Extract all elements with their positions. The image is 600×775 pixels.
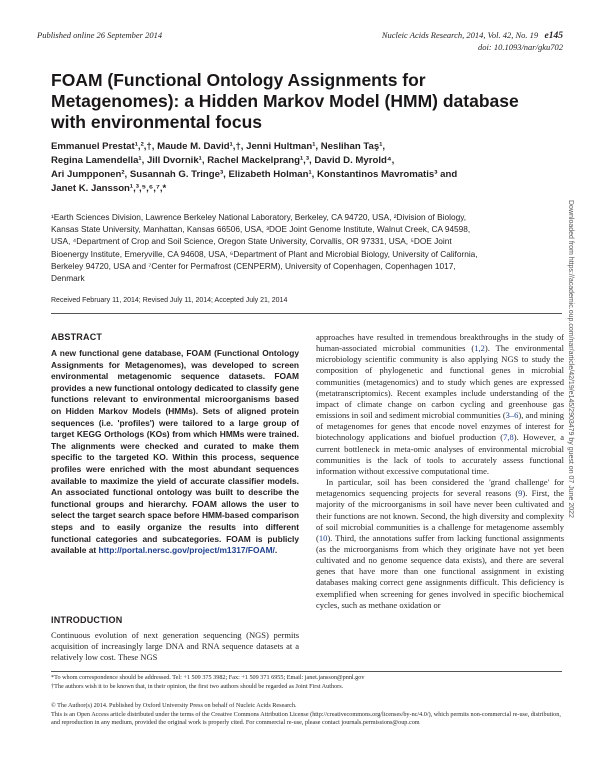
author-line: Emmanuel Prestat¹,²,†, Maude M. David¹,†, Jenni Hultman¹, Neslihan Taş¹, (51, 141, 386, 152)
affiliation-line: ¹Earth Sciences Division, Lawrence Berkeley National Laboratory, Berkeley, CA 94720, USA, ²Division of Biology, (51, 212, 467, 222)
submission-dates: Received February 11, 2014; Revised July 11, 2014; Accepted July 21, 2014 (51, 297, 288, 304)
license-block (51, 702, 562, 728)
license-text: This is an Open Access article distributed under the terms of the Creative Commons Attribution License (http://creativecommons.org/licenses/by-nc/4.0/), which permits non-commercial re-use, distribution, and reproduction in any medium, provided the original work is properly cited. For commercial re-use, please contact journals.permissions@oup.com (51, 710, 561, 726)
abstract-heading: ABSTRACT (51, 332, 103, 342)
citation-link[interactable]: 10 (318, 532, 328, 543)
text-run: In particular, soil has been considered the 'grand challenge' for metagenomics sequencing projects for several reasons ( (316, 477, 564, 499)
joint-authors-note: †The authors wish it to be known that, in their opinion, the first two authors should be regarded as Joint First Authors. (51, 682, 344, 690)
paragraph (316, 477, 564, 611)
paragraph (316, 332, 564, 477)
copyright-line: © The Author(s) 2014. Published by Oxford University Press on behalf of Nucleic Acids Research. (51, 702, 297, 709)
affiliation-line: USA, ⁴Department of Crop and Soil Science, Oregon State University, Corvallis, OR 97331, USA, ⁵DOE Joint (51, 236, 452, 247)
text-run: approaches have resulted in tremendous breakthroughs in the study of human-associated microbial communities ( (316, 332, 564, 354)
author-line: Ari Jumpponen², Susannah G. Tringe³, Elizabeth Holman¹, Konstantinos Mavromatis³ and (51, 169, 458, 181)
text-run: ). However, a current bottleneck in meta-omic analyses of environmental microbial communities is the lack of tools to accurately assess functional information without excessive computational time. (316, 432, 564, 476)
right-column-text (316, 332, 564, 611)
introduction-body: Continuous evolution of next generation sequencing (NGS) permits acquisition of increasingly large DNA and RNA sequence datasets at a relatively low cost. These NGS (51, 630, 299, 662)
citation-link[interactable]: 7,8 (503, 432, 514, 443)
abstract-body (51, 348, 299, 557)
affiliation-line: Denmark (51, 273, 85, 284)
journal-header (382, 30, 563, 53)
text-run: ), and mining of metagenomes for genes that encode novel enzymes of interest for biotechnology applications and biofuel production ( (316, 410, 564, 443)
article-page-number: e145 (544, 31, 563, 41)
corresponding-author-note: *To whom correspondence should be addressed. Tel: +1 509 375 3982; Fax: +1 509 371 6955; Email: janet.jansson@pnnl.gov (51, 674, 365, 681)
foam-url-link[interactable]: http://portal.nersc.gov/project/m1317/FOAM/ (98, 545, 275, 556)
author-line: Janet K. Jansson¹,³,⁵,⁶,⁷,* (51, 183, 167, 195)
affiliations (51, 211, 551, 284)
download-sidebar (567, 200, 584, 620)
affiliation-line: Berkeley 94720, USA and ⁷Center for Permafrost (CENPERM), University of Copenhagen, Copenhagen 1017, (51, 260, 456, 271)
footnote-divider (51, 671, 562, 672)
text-run: ). First, the majority of the microorganisms in soil have never been cultivated and their functions are not known. Second, the high diversity and complexity of soil microbial communities is a challenge for metagenome assembly ( (316, 488, 564, 543)
affiliation-line: Bioenergy Institute, Emeryville, CA 94608, USA, ⁶Department of Plant and Microbial Biology, University of California, (51, 248, 478, 259)
abstract-end: . (274, 545, 278, 556)
introduction-heading: INTRODUCTION (51, 615, 123, 625)
text-run: ). Third, the annotations suffer from lacking functional assignments (as the microorganisms from which they originate have not yet been cultivated and no genome sequence data exists), and there are several genes that have more than one functional assignment in existing databases making correct gene assignments difficult. This deficiency is exemplified when screening for genes involved in specific biochemical cycles, such as methane oxidation or (316, 532, 564, 610)
citation-link[interactable]: 9 (518, 488, 523, 499)
author-line: Regina Lamendella¹, Jill Dvornik¹, Rachel Mackelprang¹,³, David D. Myrold⁴, (51, 155, 395, 167)
journal-citation: Nucleic Acids Research, 2014, Vol. 42, No. 19 (381, 30, 539, 40)
affiliation-line: Kansas State University, Manhattan, Kansas 66506, USA, ³DOE Joint Genome Institute, Walnut Creek, CA 94598, (51, 224, 471, 235)
published-date: Published online 26 September 2014 (37, 30, 163, 40)
paper-title: FOAM (Functional Ontology Assignments for Metagenomes): a Hidden Markov Model (HMM) database with environmental focus (51, 70, 519, 132)
abstract-text: A new functional gene database, FOAM (Functional Ontology Assignments for Metagenomes), was developed to screen environmental metagenomic sequence datasets. FOAM provides a new functional ontology dedicated to classify gene functions relevant to environmental microorganisms based on Hidden Markov Models (HMMs). Sets of aligned protein sequences (i.e. 'profiles') were tailored to a large group of target KEGG Orthologs (KOs) from which HMMs were trained. The alignments were checked and curated to make them specific to the targeted KO. Within this process, sequence profiles were enriched with the most abundant sequences available to maximize the yield of accurate classifier models. An associated functional ontology was built to describe the functional groups and hierarchy. FOAM allows the user to select the target search space before HMM-based comparison steps and to easily organize the results into different functional categories and subcategories. FOAM is publicly available at (51, 348, 299, 556)
footnotes (51, 674, 562, 691)
divider (51, 313, 562, 314)
author-list (51, 140, 551, 196)
citation-link[interactable]: 3–6 (505, 410, 519, 421)
citation-link[interactable]: 1,2 (474, 343, 485, 354)
text-run: ). The environmental microbiology scientific community is also applying NGS to study the composition of phylogenetic and functional genes in microbial communities (metagenomics) and to study which genes are expressed (metatranscriptomics). Recent examples include understanding of the impact of climate change on carbon cycling and greenhouse gas emissions in soil and sediment microbial communities ( (316, 343, 564, 421)
doi: doi: 10.1093/nar/gku702 (478, 42, 563, 52)
download-notice: Downloaded from https://academic.oup.com/nar/article/42/19/e145/2903479 by guest on 07 June 2022 (567, 200, 574, 518)
